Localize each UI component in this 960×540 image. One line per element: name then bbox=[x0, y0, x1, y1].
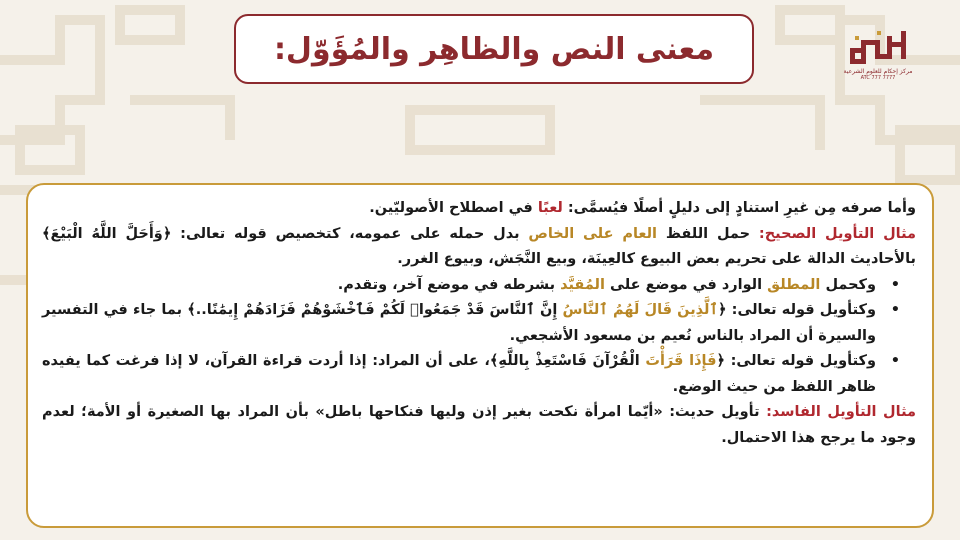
verse-highlight: ٱلَّذِينَ قَالَ لَهُمُ ٱلنَّاسُ bbox=[562, 302, 718, 318]
logo bbox=[844, 28, 912, 94]
list-item bbox=[42, 349, 916, 400]
paragraph-text: حمل اللفظ bbox=[657, 225, 759, 242]
paragraph-text: بدل حمله على عمومه، كتخصيص قوله تعالى: ﴿وَأَحَلَّ اللَّهُ الْبَيْعَ﴾ بالأحاديث الدالة على تحريم بعض البيوع كالعِينَة، وبيع النَّجَش، وبيوع الغرر. bbox=[42, 225, 916, 267]
paragraph-correct-example bbox=[42, 222, 916, 273]
bullet-text: بشرطه في موضع آخر، وتقدم. bbox=[337, 276, 561, 293]
bullet-text: إِنَّ ٱلنَّاسَ قَدْ جَمَعُوا۟ لَكُمْ فَٱخْشَوْهُمْ فَزَادَهُمْ إِيمَٰنًا..﴾ بما جاء في التفسير والسيرة أن المراد بالناس نُعيم بن مسعود الأشجعي. bbox=[42, 302, 876, 344]
term-restricted: المُقيَّد bbox=[560, 276, 605, 293]
paragraph-text: تأويل حديث: «أيّما امرأة نكحت بغير إذن وليها فنكاحها باطل» بأن المراد بها الصغيرة أو الأمة؛ لعدم وجود ما يرجح هذا الاحتمال. bbox=[42, 404, 916, 446]
bullet-text: الْقُرْآنَ فَاسْتَعِذْ بِاللَّهِ﴾، على أن المراد: إذا أردت قراءة القرآن، لا إذا فرغت كما يفيده ظاهر اللفظ من حيث الوضع. bbox=[42, 353, 876, 395]
label-invalid-interpretation: مثال التأويل الفاسد: bbox=[766, 404, 916, 420]
bullet-list bbox=[42, 273, 916, 401]
term-general-specific: العام على الخاص bbox=[528, 225, 657, 242]
bullet-text: وكحمل bbox=[820, 276, 876, 293]
term-absolute: المطلق bbox=[767, 276, 821, 293]
ihkam-logo-icon bbox=[847, 28, 909, 66]
paragraph-invalid-example bbox=[42, 400, 916, 451]
label-correct-interpretation: مثال التأويل الصحيح: bbox=[758, 225, 916, 242]
bullet-text: وكتأويل قوله تعالى: ﴿ bbox=[716, 353, 876, 369]
bullet-text: وكتأويل قوله تعالى: ﴿ bbox=[717, 302, 876, 318]
list-item bbox=[42, 298, 916, 349]
term-play: لعبًا bbox=[537, 200, 563, 216]
content-box bbox=[26, 183, 934, 528]
logo-number: ATC 777 7777 bbox=[860, 75, 896, 81]
paragraph-text: في اصطلاح الأصوليّين. bbox=[369, 200, 538, 216]
paragraph-text: وأما صرفه مِن غيرِ استنادٍ إلى دليلٍ أصلًا فيُسمَّى: bbox=[562, 200, 916, 216]
title-box bbox=[234, 14, 754, 84]
list-item bbox=[42, 273, 916, 299]
page-title: معنى النص والظاهِر والمُؤَوّل: bbox=[273, 31, 715, 67]
paragraph-play bbox=[42, 196, 916, 222]
verse-highlight: فَإِذَا قَرَأْتَ bbox=[645, 353, 717, 369]
logo-subtitle: مركز إحكام للعلوم الشرعية bbox=[843, 68, 913, 75]
bullet-text: الوارد في موضع على bbox=[604, 276, 768, 293]
